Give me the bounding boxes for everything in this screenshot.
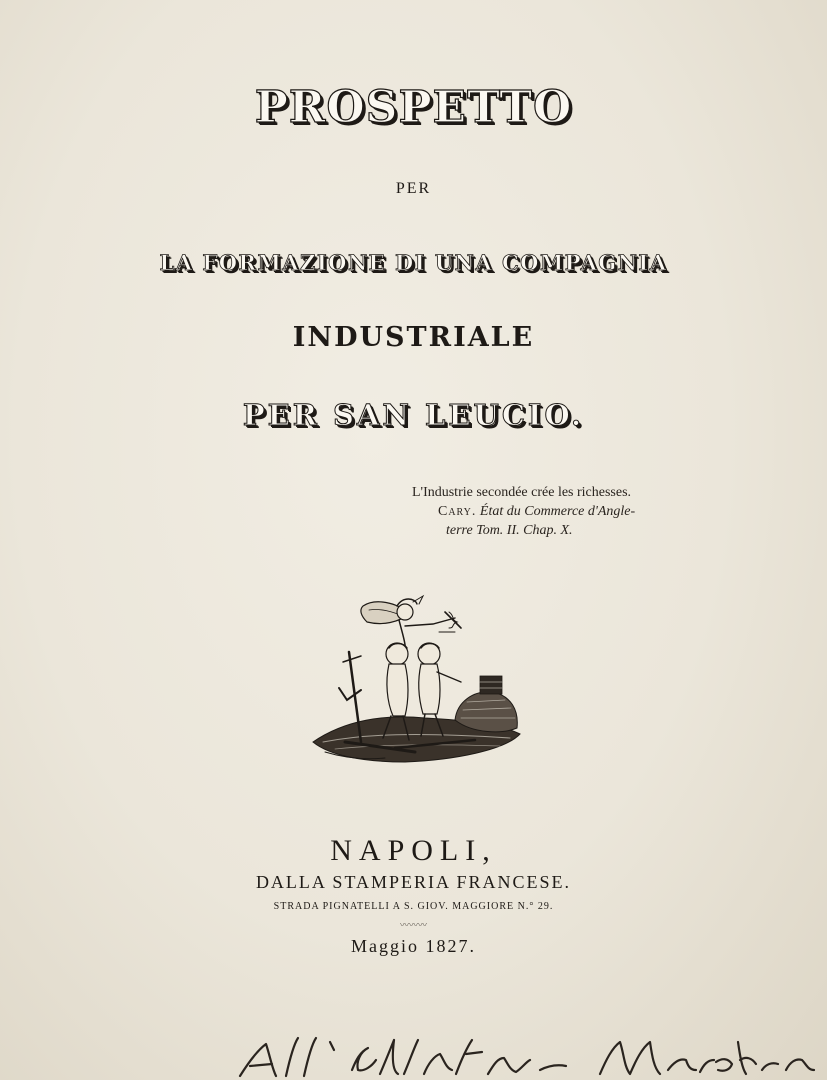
mercury-with-putti-engraving-icon — [305, 592, 530, 774]
page-title: PROSPETTO — [254, 82, 573, 133]
industriale-heading: INDUSTRIALE — [292, 322, 535, 353]
epigraph-author: Cary. — [438, 504, 477, 519]
imprint-printer: DALLA STAMPERIA FRANCESE. — [255, 872, 572, 892]
handwritten-dedication-icon — [0, 1030, 827, 1080]
per-label: PER — [395, 180, 432, 197]
imprint-city: NAPOLI, — [330, 834, 497, 867]
imprint-address: STRADA PIGNATELLI A S. GIOV. MAGGIORE N.° 29. — [273, 901, 554, 912]
imprint-ornament: 〰〰〰 — [399, 921, 427, 931]
epigraph — [412, 483, 635, 540]
epigraph-work: État du Commerce d'Angle- — [479, 504, 636, 519]
epigraph-source-line — [412, 502, 635, 521]
epigraph-work-continued: terre Tom. II. Chap. X. — [446, 523, 573, 538]
subtitle: LA FORMAZIONE DI UNA COMPAGNIA — [159, 250, 668, 275]
san-leucio-heading: PER SAN LEUCIO. — [242, 398, 585, 432]
imprint-date: Maggio 1827. — [351, 936, 476, 956]
epigraph-quote: L'Industrie secondée crée les richesses. — [412, 485, 632, 500]
